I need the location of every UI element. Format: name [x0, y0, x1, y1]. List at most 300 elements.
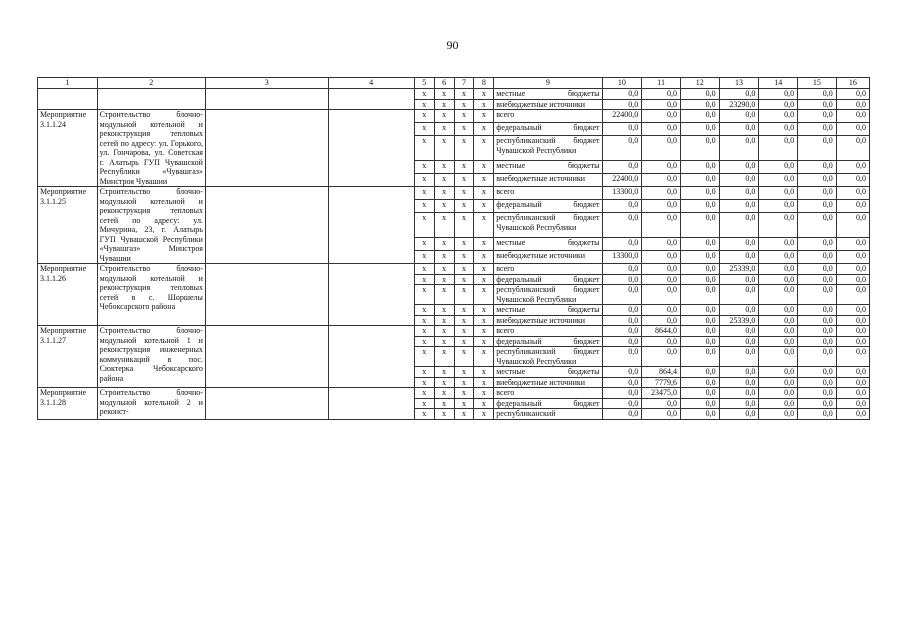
amount-cell: 0,0 — [759, 187, 798, 200]
amount-cell: 0,0 — [836, 160, 869, 173]
execution-mark: x — [414, 398, 434, 409]
execution-mark: x — [414, 250, 434, 263]
amount-cell: 0,0 — [798, 367, 837, 378]
co-executor — [328, 388, 414, 420]
funding-source: республиканский — [494, 409, 602, 420]
amount-cell: 0,0 — [836, 305, 869, 316]
amount-cell: 0,0 — [798, 250, 837, 263]
execution-mark: x — [474, 200, 494, 213]
amount-cell: 0,0 — [798, 136, 837, 161]
amount-cell: 0,0 — [602, 264, 642, 275]
amount-cell: 0,0 — [759, 336, 798, 347]
funding-source: внебюджетные источники — [494, 377, 602, 388]
amount-cell: 0,0 — [602, 237, 642, 250]
execution-mark: x — [414, 336, 434, 347]
funding-source: республиканский бюджет Чувашской Республики — [494, 285, 602, 305]
measure-description — [97, 89, 205, 110]
funding-source: всего — [494, 264, 602, 275]
execution-mark: x — [454, 136, 474, 161]
amount-cell: 0,0 — [719, 237, 759, 250]
amount-cell: 0,0 — [719, 409, 759, 420]
amount-cell: 0,0 — [642, 237, 681, 250]
amount-cell: 7779,6 — [642, 377, 681, 388]
funding-source: республиканский бюджет Чувашской Республики — [494, 136, 602, 161]
execution-mark: x — [414, 200, 434, 213]
amount-cell: 0,0 — [759, 123, 798, 136]
amount-cell: 22400,0 — [602, 173, 642, 186]
amount-cell: 0,0 — [798, 213, 837, 238]
measure-description: Строительство блочно-модульной котельной и реконструкция тепловых сетей по адресу: ул. Мичурина, 23, г. Алатырь ГУП Чувашской Республики «Чувашгаз» Минстроя Чувашии — [97, 187, 205, 264]
amount-cell: 0,0 — [719, 347, 759, 367]
amount-cell: 0,0 — [836, 336, 869, 347]
execution-mark: x — [434, 110, 454, 123]
amount-cell: 0,0 — [642, 187, 681, 200]
execution-mark: x — [434, 315, 454, 326]
amount-cell: 0,0 — [680, 160, 719, 173]
amount-cell: 25339,0 — [719, 315, 759, 326]
execution-mark: x — [474, 187, 494, 200]
execution-mark: x — [474, 160, 494, 173]
amount-cell: 0,0 — [759, 136, 798, 161]
amount-cell: 0,0 — [798, 398, 837, 409]
amount-cell: 0,0 — [680, 409, 719, 420]
execution-mark: x — [414, 99, 434, 110]
execution-mark: x — [454, 99, 474, 110]
amount-cell: 0,0 — [836, 398, 869, 409]
execution-mark: x — [454, 89, 474, 100]
amount-cell: 0,0 — [680, 99, 719, 110]
amount-cell: 23475,0 — [642, 388, 681, 399]
execution-mark: x — [474, 409, 494, 420]
execution-mark: x — [454, 200, 474, 213]
amount-cell: 0,0 — [642, 160, 681, 173]
amount-cell: 0,0 — [836, 123, 869, 136]
execution-mark: x — [434, 274, 454, 285]
execution-mark: x — [434, 326, 454, 337]
funding-source: внебюджетные источники — [494, 99, 602, 110]
amount-cell: 0,0 — [759, 264, 798, 275]
co-executor — [328, 89, 414, 110]
amount-cell: 0,0 — [680, 89, 719, 100]
amount-cell: 0,0 — [642, 264, 681, 275]
amount-cell: 0,0 — [602, 213, 642, 238]
amount-cell: 0,0 — [680, 200, 719, 213]
responsible-executor — [205, 264, 328, 326]
execution-mark: x — [474, 367, 494, 378]
amount-cell: 0,0 — [680, 305, 719, 316]
execution-mark: x — [434, 89, 454, 100]
measure-code: Мероприятие 3.1.1.28 — [38, 388, 98, 420]
amount-cell: 0,0 — [759, 110, 798, 123]
execution-mark: x — [474, 336, 494, 347]
amount-cell: 0,0 — [719, 136, 759, 161]
header-cell: 12 — [680, 78, 719, 89]
amount-cell: 0,0 — [719, 367, 759, 378]
amount-cell: 0,0 — [759, 409, 798, 420]
amount-cell: 0,0 — [680, 388, 719, 399]
amount-cell: 0,0 — [836, 237, 869, 250]
funding-source: федеральный бюджет — [494, 123, 602, 136]
amount-cell: 0,0 — [719, 173, 759, 186]
amount-cell: 0,0 — [642, 89, 681, 100]
execution-mark: x — [474, 136, 494, 161]
execution-mark: x — [414, 264, 434, 275]
amount-cell: 0,0 — [719, 305, 759, 316]
measure-description: Строительство блочно-модульной котельной и реконструкция тепловых сетей в с. Шоршелы Чебоксарского района — [97, 264, 205, 326]
co-executor — [328, 187, 414, 264]
execution-mark: x — [434, 264, 454, 275]
amount-cell: 0,0 — [642, 123, 681, 136]
execution-mark: x — [434, 213, 454, 238]
amount-cell: 0,0 — [642, 274, 681, 285]
table-row — [38, 264, 870, 275]
execution-mark: x — [454, 398, 474, 409]
amount-cell: 0,0 — [642, 213, 681, 238]
funding-source: внебюджетные источники — [494, 315, 602, 326]
amount-cell: 0,0 — [602, 326, 642, 337]
header-cell: 14 — [759, 78, 798, 89]
header-cell: 9 — [494, 78, 602, 89]
amount-cell: 0,0 — [759, 388, 798, 399]
amount-cell: 0,0 — [719, 250, 759, 263]
amount-cell: 0,0 — [602, 136, 642, 161]
amount-cell: 0,0 — [836, 99, 869, 110]
amount-cell: 0,0 — [680, 367, 719, 378]
amount-cell: 0,0 — [798, 173, 837, 186]
execution-mark: x — [434, 388, 454, 399]
page-number: 90 — [446, 38, 459, 52]
execution-mark: x — [454, 237, 474, 250]
execution-mark: x — [414, 305, 434, 316]
execution-mark: x — [434, 123, 454, 136]
amount-cell: 0,0 — [680, 315, 719, 326]
amount-cell: 0,0 — [680, 123, 719, 136]
execution-mark: x — [434, 285, 454, 305]
amount-cell: 0,0 — [798, 347, 837, 367]
amount-cell: 0,0 — [759, 274, 798, 285]
amount-cell: 0,0 — [680, 398, 719, 409]
header-cell: 2 — [97, 78, 205, 89]
amount-cell: 0,0 — [602, 305, 642, 316]
funding-source: республиканский бюджет Чувашской Республики — [494, 213, 602, 238]
execution-mark: x — [474, 377, 494, 388]
amount-cell: 0,0 — [836, 388, 869, 399]
execution-mark: x — [414, 377, 434, 388]
amount-cell: 0,0 — [680, 173, 719, 186]
execution-mark: x — [454, 305, 474, 316]
amount-cell: 0,0 — [759, 160, 798, 173]
amount-cell: 0,0 — [642, 315, 681, 326]
amount-cell: 0,0 — [798, 264, 837, 275]
execution-mark: x — [474, 237, 494, 250]
execution-mark: x — [434, 367, 454, 378]
amount-cell: 0,0 — [798, 99, 837, 110]
header-cell: 10 — [602, 78, 642, 89]
execution-mark: x — [414, 285, 434, 305]
amount-cell: 0,0 — [680, 326, 719, 337]
measure-code: Мероприятие 3.1.1.25 — [38, 187, 98, 264]
funding-source: федеральный бюджет — [494, 336, 602, 347]
amount-cell: 0,0 — [642, 305, 681, 316]
execution-mark: x — [474, 285, 494, 305]
amount-cell: 0,0 — [602, 398, 642, 409]
execution-mark: x — [414, 213, 434, 238]
amount-cell: 0,0 — [798, 285, 837, 305]
execution-mark: x — [434, 160, 454, 173]
execution-mark: x — [474, 326, 494, 337]
amount-cell: 0,0 — [602, 377, 642, 388]
execution-mark: x — [474, 173, 494, 186]
amount-cell: 0,0 — [798, 89, 837, 100]
execution-mark: x — [434, 305, 454, 316]
execution-mark: x — [434, 173, 454, 186]
measure-code: Мероприятие 3.1.1.26 — [38, 264, 98, 326]
table-row — [38, 89, 870, 100]
amount-cell: 0,0 — [759, 326, 798, 337]
execution-mark: x — [474, 250, 494, 263]
execution-mark: x — [414, 315, 434, 326]
amount-cell: 0,0 — [680, 347, 719, 367]
execution-mark: x — [434, 336, 454, 347]
amount-cell: 0,0 — [836, 347, 869, 367]
amount-cell: 0,0 — [798, 326, 837, 337]
amount-cell: 0,0 — [836, 377, 869, 388]
execution-mark: x — [434, 237, 454, 250]
amount-cell: 8644,0 — [642, 326, 681, 337]
measure-description: Строительство блочно-модульной котельной 2 и реконст- — [97, 388, 205, 420]
amount-cell: 0,0 — [798, 336, 837, 347]
amount-cell: 0,0 — [798, 160, 837, 173]
amount-cell: 22400,0 — [602, 110, 642, 123]
amount-cell: 0,0 — [602, 200, 642, 213]
amount-cell: 0,0 — [759, 398, 798, 409]
header-cell: 4 — [328, 78, 414, 89]
amount-cell: 0,0 — [602, 160, 642, 173]
execution-mark: x — [454, 347, 474, 367]
table-row — [38, 388, 870, 399]
amount-cell: 0,0 — [642, 110, 681, 123]
execution-mark: x — [454, 264, 474, 275]
measure-code — [38, 89, 98, 110]
funding-source: внебюджетные источники — [494, 173, 602, 186]
execution-mark: x — [474, 213, 494, 238]
execution-mark: x — [474, 347, 494, 367]
amount-cell: 0,0 — [642, 136, 681, 161]
amount-cell: 0,0 — [836, 136, 869, 161]
amount-cell: 23290,0 — [719, 99, 759, 110]
header-cell: 1 — [38, 78, 98, 89]
measure-code: Мероприятие 3.1.1.27 — [38, 326, 98, 388]
funding-source: федеральный бюджет — [494, 200, 602, 213]
amount-cell: 0,0 — [602, 274, 642, 285]
amount-cell: 0,0 — [719, 274, 759, 285]
amount-cell: 0,0 — [759, 315, 798, 326]
amount-cell: 0,0 — [759, 213, 798, 238]
amount-cell: 0,0 — [719, 388, 759, 399]
header-cell: 5 — [414, 78, 434, 89]
amount-cell: 0,0 — [719, 398, 759, 409]
amount-cell: 0,0 — [759, 250, 798, 263]
execution-mark: x — [414, 187, 434, 200]
execution-mark: x — [454, 285, 474, 305]
execution-mark: x — [414, 136, 434, 161]
amount-cell: 0,0 — [642, 173, 681, 186]
execution-mark: x — [454, 250, 474, 263]
amount-cell: 0,0 — [836, 285, 869, 305]
execution-mark: x — [414, 326, 434, 337]
amount-cell: 0,0 — [798, 377, 837, 388]
amount-cell: 0,0 — [836, 89, 869, 100]
funding-source: местные бюджеты — [494, 237, 602, 250]
amount-cell: 0,0 — [836, 274, 869, 285]
amount-cell: 0,0 — [798, 274, 837, 285]
amount-cell: 0,0 — [602, 347, 642, 367]
amount-cell: 0,0 — [642, 398, 681, 409]
header-cell: 7 — [454, 78, 474, 89]
amount-cell: 0,0 — [680, 213, 719, 238]
amount-cell: 0,0 — [836, 213, 869, 238]
execution-mark: x — [454, 110, 474, 123]
execution-mark: x — [414, 388, 434, 399]
amount-cell: 0,0 — [719, 89, 759, 100]
funding-source: федеральный бюджет — [494, 274, 602, 285]
amount-cell: 0,0 — [680, 274, 719, 285]
funding-source: местные бюджеты — [494, 160, 602, 173]
execution-mark: x — [454, 336, 474, 347]
amount-cell: 0,0 — [759, 347, 798, 367]
amount-cell: 0,0 — [602, 285, 642, 305]
responsible-executor — [205, 110, 328, 187]
execution-mark: x — [474, 398, 494, 409]
amount-cell: 0,0 — [798, 388, 837, 399]
execution-mark: x — [434, 377, 454, 388]
amount-cell: 0,0 — [602, 336, 642, 347]
amount-cell: 0,0 — [836, 110, 869, 123]
amount-cell: 0,0 — [602, 409, 642, 420]
amount-cell: 0,0 — [719, 187, 759, 200]
execution-mark: x — [454, 326, 474, 337]
execution-mark: x — [454, 123, 474, 136]
amount-cell: 0,0 — [680, 285, 719, 305]
measure-description: Строительство блочно-модульной котельной 1 и реконструкция инженерных коммуникаций в пос. Сюктерка Чебоксарского района — [97, 326, 205, 388]
execution-mark: x — [434, 347, 454, 367]
execution-mark: x — [414, 367, 434, 378]
funding-source: внебюджетные источники — [494, 250, 602, 263]
amount-cell: 0,0 — [602, 367, 642, 378]
amount-cell: 0,0 — [642, 409, 681, 420]
amount-cell: 0,0 — [680, 110, 719, 123]
header-cell: 6 — [434, 78, 454, 89]
funding-source: федеральный бюджет — [494, 398, 602, 409]
execution-mark: x — [474, 110, 494, 123]
amount-cell: 0,0 — [719, 285, 759, 305]
execution-mark: x — [454, 213, 474, 238]
amount-cell: 0,0 — [602, 99, 642, 110]
execution-mark: x — [454, 315, 474, 326]
amount-cell: 0,0 — [836, 326, 869, 337]
execution-mark: x — [474, 264, 494, 275]
execution-mark: x — [474, 305, 494, 316]
amount-cell: 0,0 — [719, 326, 759, 337]
execution-mark: x — [474, 123, 494, 136]
amount-cell: 0,0 — [719, 200, 759, 213]
table-row — [38, 326, 870, 337]
execution-mark: x — [454, 160, 474, 173]
table-row — [38, 110, 870, 123]
amount-cell: 0,0 — [642, 347, 681, 367]
execution-mark: x — [474, 89, 494, 100]
responsible-executor — [205, 326, 328, 388]
amount-cell: 0,0 — [798, 237, 837, 250]
funding-source: местные бюджеты — [494, 89, 602, 100]
execution-mark: x — [414, 409, 434, 420]
measure-code: Мероприятие 3.1.1.24 — [38, 110, 98, 187]
execution-mark: x — [414, 173, 434, 186]
execution-mark: x — [434, 136, 454, 161]
execution-mark: x — [434, 409, 454, 420]
amount-cell: 0,0 — [642, 336, 681, 347]
amount-cell: 0,0 — [759, 237, 798, 250]
amount-cell: 0,0 — [642, 99, 681, 110]
amount-cell: 0,0 — [719, 377, 759, 388]
funding-source: местные бюджеты — [494, 367, 602, 378]
amount-cell: 0,0 — [836, 173, 869, 186]
execution-mark: x — [454, 377, 474, 388]
header-cell: 13 — [719, 78, 759, 89]
amount-cell: 0,0 — [836, 200, 869, 213]
header-cell: 15 — [798, 78, 837, 89]
amount-cell: 0,0 — [680, 264, 719, 275]
funding-table — [37, 77, 870, 420]
amount-cell: 0,0 — [719, 336, 759, 347]
amount-cell: 0,0 — [836, 409, 869, 420]
amount-cell: 0,0 — [798, 110, 837, 123]
execution-mark: x — [414, 123, 434, 136]
amount-cell: 0,0 — [719, 110, 759, 123]
measure-description: Строительство блочно-модульной котельной и реконструкция тепловых сетей по адресу: ул. Горького, ул. Гончарова, ул. Советская г. Алатырь ГУП Чувашской Республики «Чувашгаз» Минстроя Чувашии — [97, 110, 205, 187]
header-cell: 8 — [474, 78, 494, 89]
funding-source: республиканский бюджет Чувашской Республики — [494, 347, 602, 367]
funding-source: всего — [494, 326, 602, 337]
amount-cell: 0,0 — [759, 200, 798, 213]
funding-source: местные бюджеты — [494, 305, 602, 316]
amount-cell: 0,0 — [680, 237, 719, 250]
amount-cell: 0,0 — [836, 264, 869, 275]
amount-cell: 0,0 — [680, 187, 719, 200]
amount-cell: 0,0 — [680, 136, 719, 161]
execution-mark: x — [454, 409, 474, 420]
amount-cell: 0,0 — [836, 187, 869, 200]
execution-mark: x — [434, 250, 454, 263]
amount-cell: 0,0 — [836, 315, 869, 326]
amount-cell: 0,0 — [798, 123, 837, 136]
amount-cell: 0,0 — [798, 315, 837, 326]
amount-cell: 13300,0 — [602, 250, 642, 263]
responsible-executor — [205, 388, 328, 420]
header-row — [38, 78, 870, 89]
amount-cell: 0,0 — [680, 336, 719, 347]
responsible-executor — [205, 187, 328, 264]
co-executor — [328, 110, 414, 187]
amount-cell: 0,0 — [719, 123, 759, 136]
execution-mark: x — [414, 237, 434, 250]
execution-mark: x — [474, 315, 494, 326]
amount-cell: 0,0 — [680, 377, 719, 388]
execution-mark: x — [414, 89, 434, 100]
funding-source: всего — [494, 187, 602, 200]
amount-cell: 0,0 — [719, 160, 759, 173]
funding-source: всего — [494, 110, 602, 123]
